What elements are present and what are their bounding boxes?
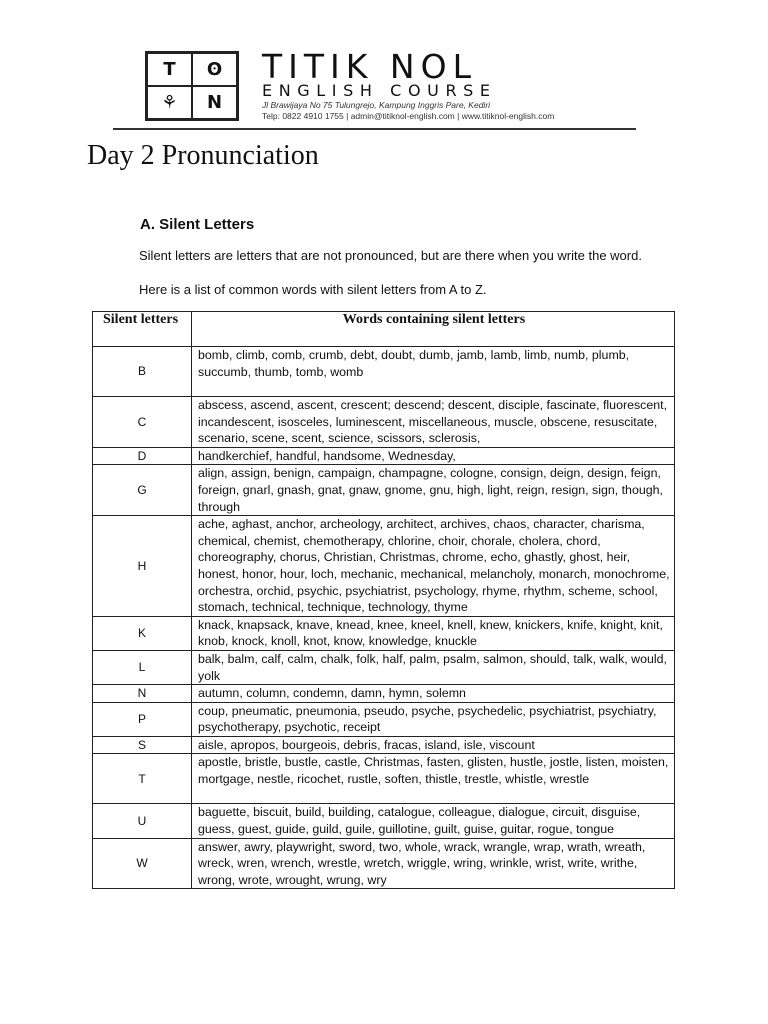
- table-row: [93, 804, 675, 838]
- brand-contact: Telp: 0822 4910 1755 | admin@titiknol-english.com | www.titiknol-english.com: [262, 111, 555, 121]
- table-row: [93, 702, 675, 736]
- silent-letter-cell: H: [93, 516, 192, 617]
- table-row: [93, 465, 675, 516]
- table-row: [93, 754, 675, 804]
- silent-letter-cell: W: [93, 838, 192, 889]
- table-row: [93, 397, 675, 448]
- words-cell: apostle, bristle, bustle, castle, Christmas, fasten, glisten, hustle, jostle, listen, moisten, mortgage, nestle, ricochet, rustle, soften, thistle, trestle, whistle, wrestle: [192, 754, 675, 804]
- words-cell: ache, aghast, anchor, archeology, architect, archives, chaos, character, charisma, chemical, chemist, chemotherapy, chlorine, choir, chorale, cholera, chord, choreography, chorus, Christian, Christmas, chrome, echo, ghastly, ghost, heir, honest, honor, hour, loch, mechanic, mechanical, melancholy, monarch, monochrome, orchestra, orchid, psychic, psychiatrist, psychology, rhyme, rhythm, scheme, school, stomach, technical, technique, technology, thyme: [192, 516, 675, 617]
- header-divider: [113, 128, 636, 130]
- table-header-row: [93, 312, 675, 347]
- header-words: Words containing silent letters: [192, 312, 675, 347]
- silent-letter-cell: L: [93, 650, 192, 684]
- silent-letter-cell: S: [93, 736, 192, 754]
- words-cell: handkerchief, handful, handsome, Wednesday,: [192, 447, 675, 465]
- brand-name: TITIK NOL: [262, 47, 477, 86]
- intro-paragraph: Silent letters are letters that are not pronounced, but are there when you write the word.: [139, 248, 642, 263]
- brand-subtitle: ENGLISH COURSE: [262, 81, 497, 100]
- table-row: [93, 447, 675, 465]
- brand-address: Jl Brawijaya No 75 Tulungrejo, Kampung Inggris Pare, Kediri: [262, 100, 491, 110]
- words-cell: aisle, apropos, bourgeois, debris, fracas, island, isle, viscount: [192, 736, 675, 754]
- silent-letter-cell: D: [93, 447, 192, 465]
- silent-letter-cell: U: [93, 804, 192, 838]
- page-title: Day 2 Pronunciation: [87, 140, 319, 171]
- silent-letter-cell: N: [93, 685, 192, 703]
- table-row: [93, 838, 675, 889]
- section-heading: A. Silent Letters: [140, 216, 255, 233]
- logo-cell-n: N: [192, 86, 237, 119]
- silent-letter-cell: K: [93, 616, 192, 650]
- header-silent-letters: Silent letters: [93, 312, 192, 347]
- words-cell: autumn, column, condemn, damn, hymn, solemn: [192, 685, 675, 703]
- words-cell: bomb, climb, comb, crumb, debt, doubt, dumb, jamb, lamb, limb, numb, plumb, succumb, thumb, tomb, womb: [192, 347, 675, 397]
- table-row: [93, 685, 675, 703]
- table-row: [93, 347, 675, 397]
- words-cell: align, assign, benign, campaign, champagne, cologne, consign, deign, design, feign, foreign, gnarl, gnash, gnat, gnaw, gnome, gnu, high, light, reign, resign, sign, though, through: [192, 465, 675, 516]
- logo-cell-emblem-icon: ʘ: [192, 53, 237, 86]
- silent-letter-cell: B: [93, 347, 192, 397]
- words-cell: baguette, biscuit, build, building, catalogue, colleague, dialogue, circuit, disguise, guess, guest, guide, guild, guile, guillotine, guilt, guise, guitar, rogue, tongue: [192, 804, 675, 838]
- logo: [145, 51, 239, 121]
- words-cell: answer, awry, playwright, sword, two, whole, wrack, wrangle, wrap, wrath, wreath, wreck, wren, wrench, wrestle, wretch, wriggle, wring, wrinkle, wrist, write, writhe, wrong, wrote, wrought, wrung, wry: [192, 838, 675, 889]
- words-cell: balk, balm, calf, calm, chalk, folk, half, palm, psalm, salmon, should, talk, walk, would, yolk: [192, 650, 675, 684]
- list-intro-paragraph: Here is a list of common words with silent letters from A to Z.: [139, 282, 487, 297]
- words-cell: abscess, ascend, ascent, crescent; descend; descent, disciple, fascinate, fluorescent, incandescent, isosceles, luminescent, miscellaneous, muscle, obscene, resuscitate, scenario, scene, scent, science, scissors, sclerosis,: [192, 397, 675, 448]
- silent-letter-cell: C: [93, 397, 192, 448]
- table-row: [93, 516, 675, 617]
- logo-cell-t: T: [147, 53, 192, 86]
- table-row: [93, 736, 675, 754]
- table-row: [93, 616, 675, 650]
- table-row: [93, 650, 675, 684]
- silent-letter-cell: P: [93, 702, 192, 736]
- words-cell: knack, knapsack, knave, knead, knee, kneel, knell, knew, knickers, knife, knight, knit, knob, knock, knoll, knot, know, knowledge, knuckle: [192, 616, 675, 650]
- words-cell: coup, pneumatic, pneumonia, pseudo, psyche, psychedelic, psychiatrist, psychiatry, psychotherapy, psychotic, receipt: [192, 702, 675, 736]
- silent-letter-cell: G: [93, 465, 192, 516]
- silent-letters-table: [92, 311, 675, 889]
- logo-cell-leaf-icon: ⚘: [147, 86, 192, 119]
- silent-letter-cell: T: [93, 754, 192, 804]
